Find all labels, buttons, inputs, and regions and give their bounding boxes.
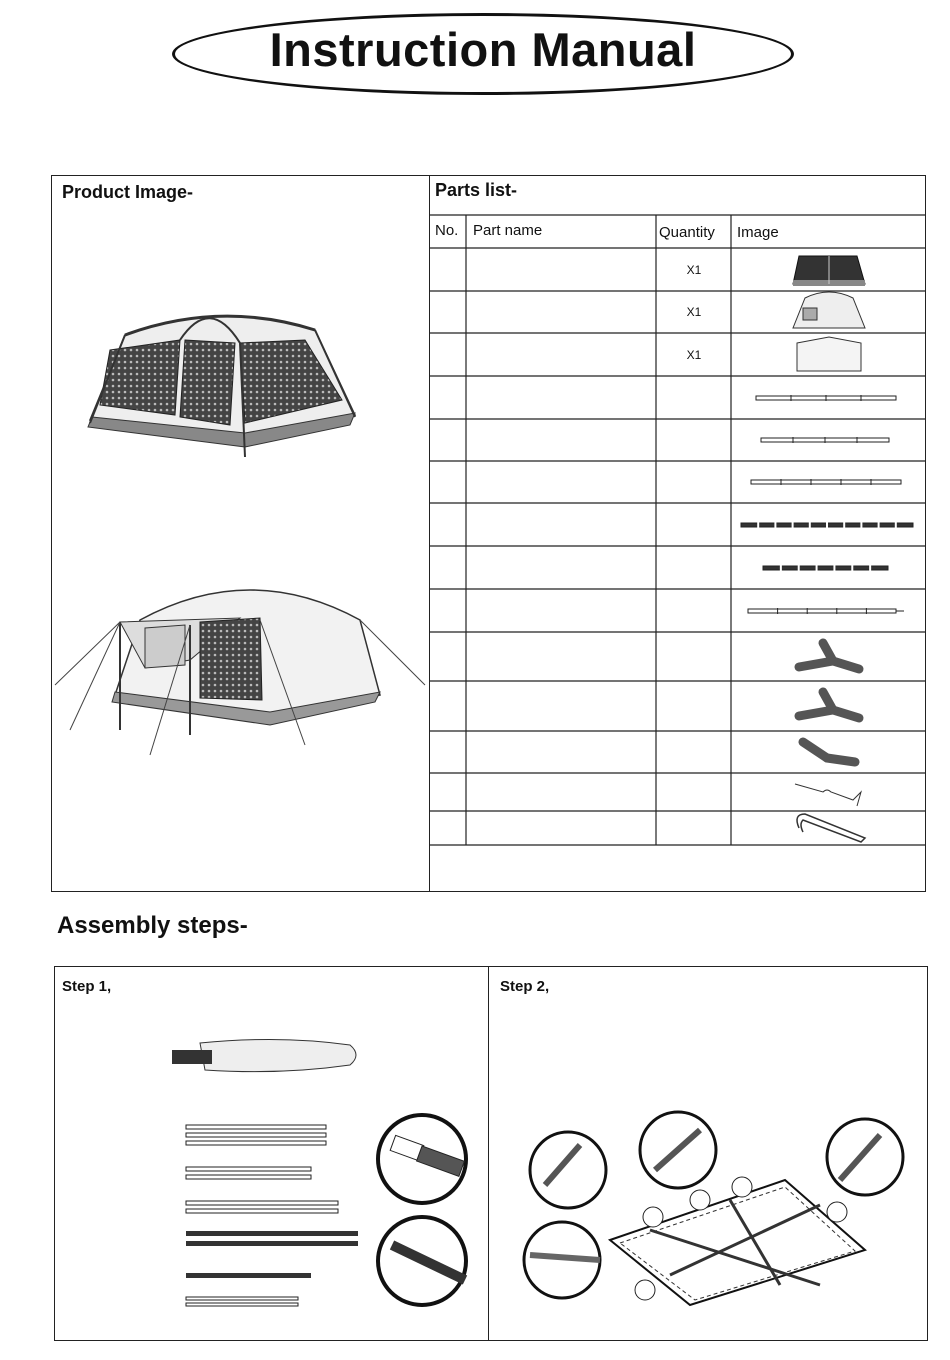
dark-pole-short-icon — [761, 558, 896, 578]
tent-stake-icon — [789, 808, 869, 848]
hub-connector-icon — [793, 686, 865, 726]
tent-fly-illustration — [50, 580, 430, 770]
assembly-heading: Assembly steps- — [57, 912, 248, 939]
awning-panel-icon — [789, 335, 869, 375]
pole-4-short-icon — [759, 430, 899, 450]
product-panel — [51, 175, 430, 892]
step-2-label: Step 2, — [500, 978, 550, 995]
step-2-illustration — [520, 1105, 920, 1315]
parts-heading: Parts list- — [435, 180, 518, 200]
part-quantity: X1 — [686, 305, 702, 319]
pole-4-section-icon — [754, 388, 904, 408]
pole-5-section-icon — [749, 472, 909, 492]
part-quantity: X1 — [686, 347, 702, 362]
product-heading: Product Image- — [62, 182, 194, 202]
step-1-label: Step 1, — [62, 978, 112, 995]
dark-pole-long-icon — [739, 515, 919, 535]
pole-with-tip-icon — [746, 601, 911, 621]
hub-connector-icon — [793, 637, 865, 677]
guy-rope-icon — [793, 774, 865, 810]
col-header-part-name: Part name — [473, 222, 543, 239]
col-header-quantity: Quantity — [659, 224, 715, 241]
tent-fly-icon — [789, 292, 869, 332]
part-quantity: X1 — [686, 262, 702, 277]
col-header-no: No. — [435, 222, 459, 239]
col-header-image: Image — [737, 224, 779, 241]
elbow-connector-icon — [795, 732, 863, 772]
step-1-illustration — [170, 1035, 480, 1315]
tent-inner-illustration — [80, 305, 370, 465]
tent-inner-icon — [789, 250, 869, 290]
page-title: Instruction Manual — [269, 23, 697, 76]
